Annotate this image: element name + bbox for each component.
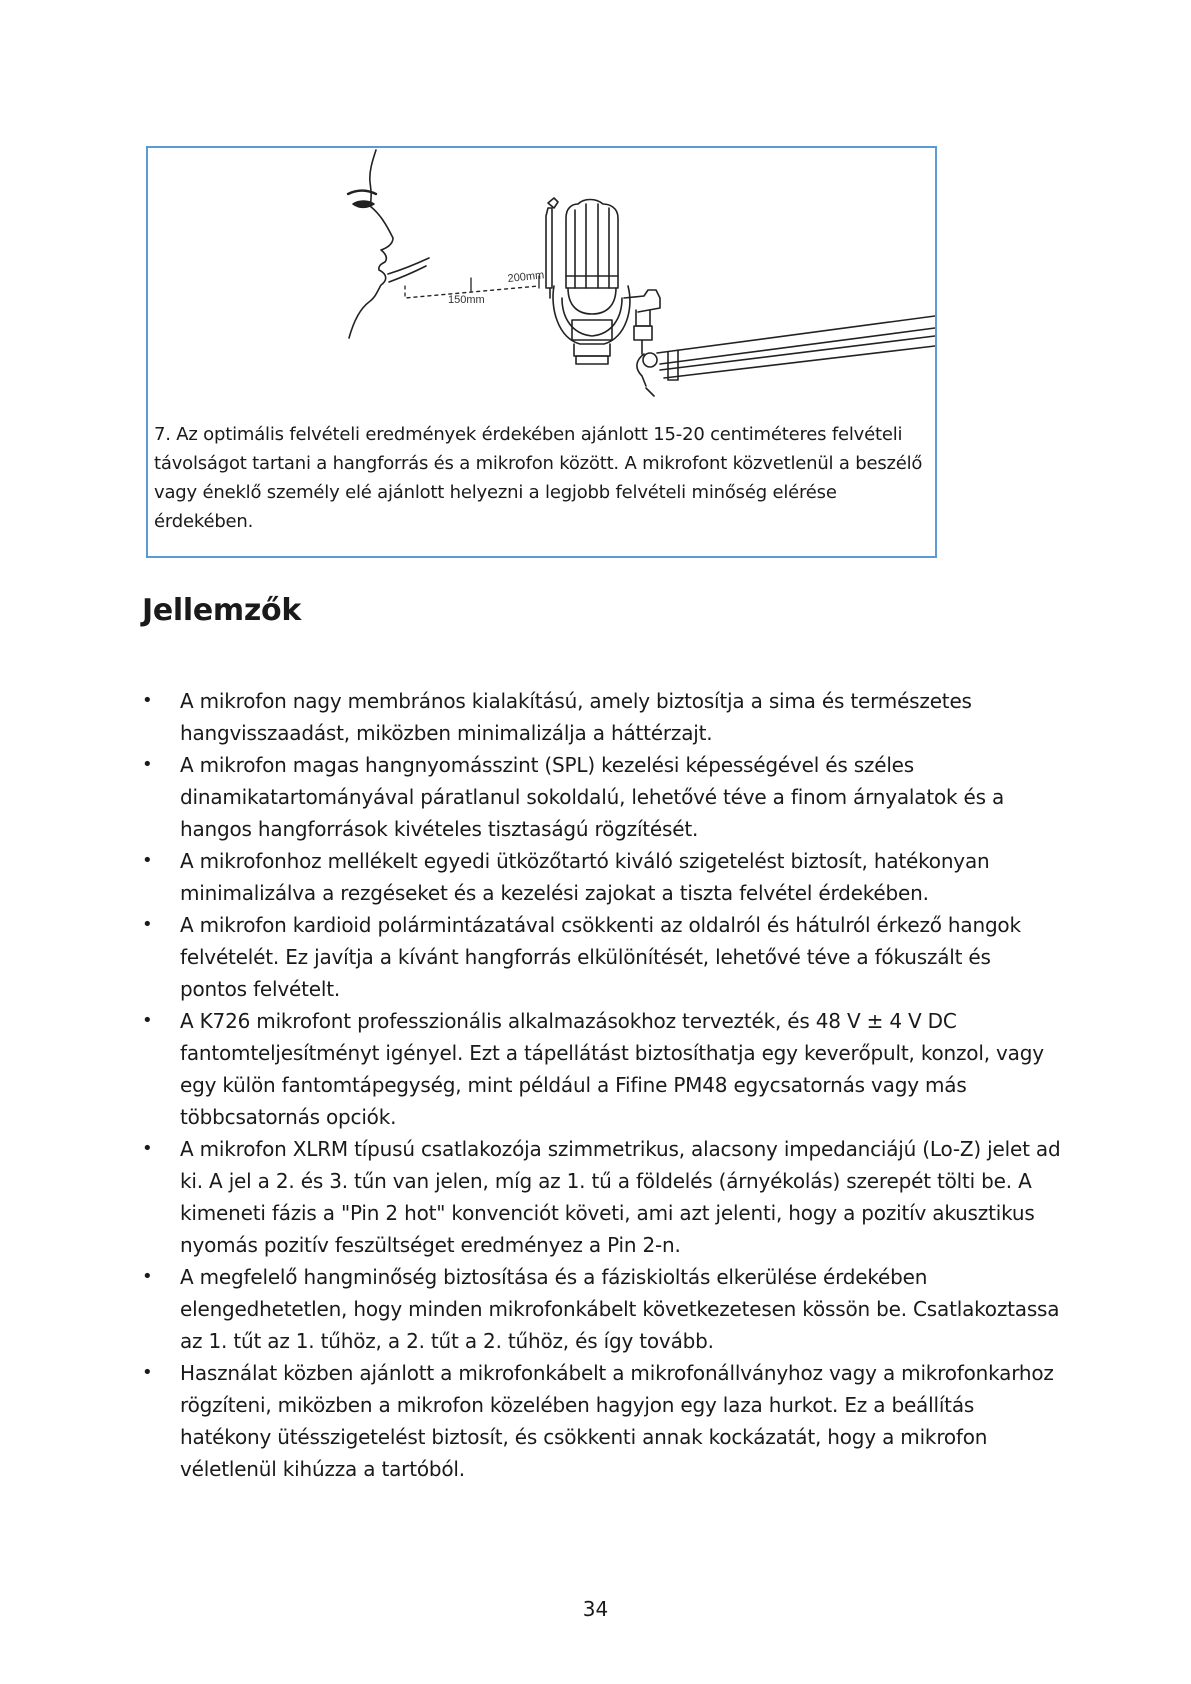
list-item-text: A mikrofon XLRM típusú csatlakozója szimmetrikus, alacsony impedanciájú (Lo-Z) jelet ad ki. A jel a 2. és 3. tűn van jelen, míg az 1. tű a földelés (árnyékolás) szerepét tölti be. A kimeneti fázis a "Pin 2 hot" konvenciót követi, ami azt jelenti, hogy a pozitív akusztikus nyomás pozitív feszültséget eredményez a Pin 2-n. bbox=[180, 1137, 1061, 1257]
bullet-icon: • bbox=[142, 850, 153, 871]
feature-list bbox=[142, 685, 1062, 1485]
bullet-icon: • bbox=[142, 1010, 153, 1031]
face-profile bbox=[348, 150, 429, 338]
section-heading: Jellemzők bbox=[142, 593, 302, 628]
list-item bbox=[142, 1005, 1062, 1133]
distance-200-label: 200mm bbox=[507, 269, 545, 285]
bullet-icon: • bbox=[142, 690, 153, 711]
bullet-icon: • bbox=[142, 754, 153, 775]
list-item bbox=[142, 909, 1062, 1005]
list-item bbox=[142, 685, 1062, 749]
list-item-text: A K726 mikrofont professzionális alkalmazásokhoz tervezték, és 48 V ± 4 V DC fantomteljesítményt igényel. Ezt a tápellátást biztosíthatja egy keverőpult, konzol, vagy egy külön fantomtápegység, mint például a Fifine PM48 egycsatornás vagy más többcsatornás opciók. bbox=[180, 1009, 1044, 1129]
list-item-text: A mikrofon magas hangnyomásszint (SPL) kezelési képességével és széles dinamikatartományával páratlanul sokoldalú, lehetővé téve a finom árnyalatok és a hangos hangforrások kivételes tisztaságú rögzítését. bbox=[180, 753, 1005, 841]
page-number: 34 bbox=[582, 1597, 609, 1621]
list-item bbox=[142, 1261, 1062, 1357]
list-item-text: A megfelelő hangminőség biztosítása és a fáziskioltás elkerülése érdekében elengedhetetlen, hogy minden mikrofonkábelt következetesen kössön be. Csatlakoztassa az 1. tűt az 1. tűhöz, a 2. tűt a 2. tűhöz, és így tovább. bbox=[180, 1265, 1060, 1353]
list-item-text: A mikrofon kardioid polármintázatával csökkenti az oldalról és hátulról érkező hangok felvételét. Ez javítja a kívánt hangforrás elkülönítését, lehetővé téve a fókuszált és pontos felvételt. bbox=[180, 913, 1021, 1001]
bullet-icon: • bbox=[142, 1138, 153, 1159]
distance-marker bbox=[405, 269, 545, 306]
pop-filter bbox=[546, 198, 558, 298]
microphone-distance-illustration bbox=[148, 148, 935, 403]
list-item bbox=[142, 1133, 1062, 1261]
bullet-icon: • bbox=[142, 1266, 153, 1287]
list-item bbox=[142, 845, 1062, 909]
list-item-text: Használat közben ajánlott a mikrofonkábelt a mikrofonállványhoz vagy a mikrofonkarhoz rögzíteni, miközben a mikrofon közelében hagyjon egy laza hurkot. Ez a beállítás hatékony ütésszigetelést biztosít, és csökkenti annak kockázatát, hogy a mikrofon véletlenül kihúzza a tartóból. bbox=[180, 1361, 1054, 1481]
bullet-icon: • bbox=[142, 1362, 153, 1383]
list-item-text: A mikrofon nagy membrános kialakítású, amely biztosítja a sima és természetes hangvisszaadást, miközben minimalizálja a háttérzajt. bbox=[180, 689, 972, 745]
list-item bbox=[142, 1357, 1062, 1485]
list-item bbox=[142, 749, 1062, 845]
microphone-arm bbox=[624, 290, 935, 396]
figure-caption: 7. Az optimális felvételi eredmények érdekében ajánlott 15-20 centiméteres felvételi távolságot tartani a hangforrás és a mikrofon között. A mikrofont közvetlenül a beszélő vagy éneklő személy elé ajánlott helyezni a legjobb felvételi minőség elérése érdekében. bbox=[154, 424, 923, 532]
list-item-text: A mikrofonhoz mellékelt egyedi ütközőtartó kiváló szigetelést biztosít, hatékonyan minimalizálva a rezgéseket és a kezelési zajokat a tiszta felvétel érdekében. bbox=[180, 849, 990, 905]
bullet-icon: • bbox=[142, 914, 153, 935]
microphone-body bbox=[553, 200, 630, 365]
figure-box bbox=[146, 146, 937, 558]
distance-150-label: 150mm bbox=[448, 294, 485, 306]
